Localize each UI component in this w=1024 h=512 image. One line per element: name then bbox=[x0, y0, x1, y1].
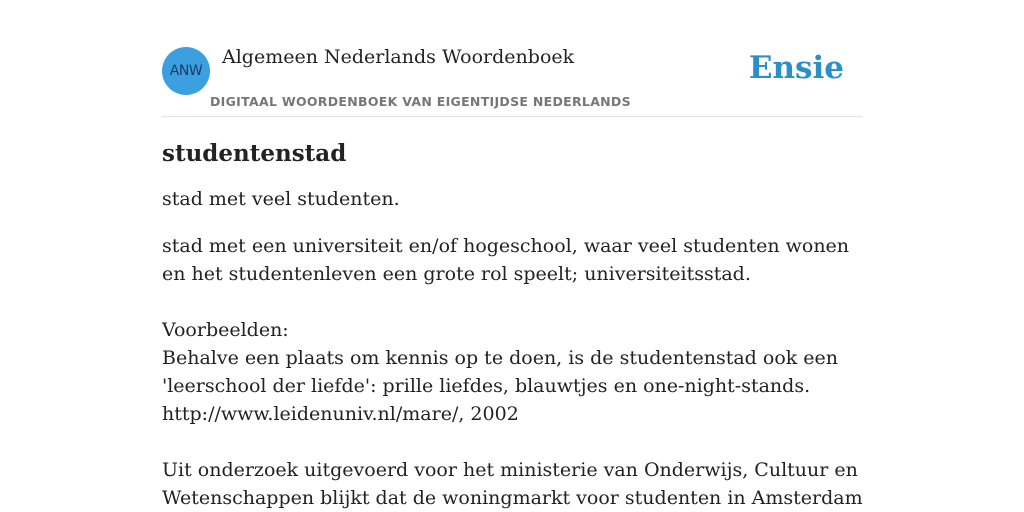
long-definition: stad met een universiteit en/of hogeschool, waar veel studenten wonen en het studentenleven een grote rol speelt; universiteitsstad. bbox=[162, 235, 850, 285]
entry-headword: studentenstad bbox=[162, 140, 347, 167]
example-text: Uit onderzoek uitgevoerd voor het ministerie van Onderwijs, Cultuur en Wetenschappen blijkt dat de woningmarkt voor studenten in Amsterdam bbox=[162, 459, 863, 509]
ensie-brand-link[interactable]: Ensie bbox=[748, 50, 844, 86]
logo-text: ANW bbox=[169, 63, 203, 79]
example-source: http://www.leidenuniv.nl/mare/, 2002 bbox=[162, 403, 519, 425]
short-definition: stad met veel studenten. bbox=[162, 188, 400, 210]
site-header bbox=[162, 40, 862, 117]
site-subtitle: DIGITAAL WOORDENBOEK VAN EIGENTIJDSE NEDERLANDS bbox=[210, 94, 631, 109]
example-text: Behalve een plaats om kennis op te doen, is de studentenstad ook een 'leerschool der liefde': prille liefdes, blauwtjes en one-night-stands. bbox=[162, 347, 839, 397]
dictionary-entry bbox=[162, 137, 868, 512]
site-title[interactable]: Algemeen Nederlands Woordenboek bbox=[222, 46, 575, 68]
examples-label: Voorbeelden: bbox=[162, 319, 289, 341]
anw-logo[interactable] bbox=[162, 47, 210, 95]
